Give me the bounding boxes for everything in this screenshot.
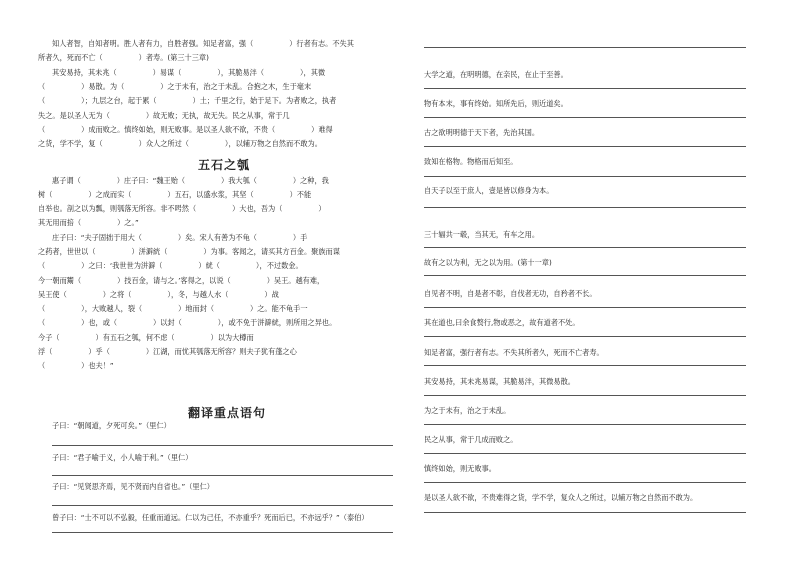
chapter64-line-1: 其安易持，其未兆（ ）易谋（ ），其脆易泮（ ），其微 bbox=[52, 68, 326, 77]
essay-line-8: 今一朝而鬻（ ）技百金，请与之。’客得之，以说（ ）吴王。越有难， bbox=[38, 276, 325, 285]
sentence-10: 知足者富，强行者有志。不失其所者久，死而不亡者寿。 bbox=[424, 348, 604, 357]
answer-line-r15[interactable] bbox=[424, 512, 746, 513]
answer-line-r6[interactable] bbox=[424, 247, 746, 248]
answer-line-r5[interactable] bbox=[424, 207, 746, 208]
essay-line-1: 惠子谓（ ）庄子曰：“魏王贻（ ）我大瓠（ ）之种，我 bbox=[52, 176, 329, 185]
sentence-15: 是以圣人欲不欲，不贵难得之货，学不学，复众人之所过，以辅万物之自然而不敢为。 bbox=[424, 493, 698, 502]
essay-line-3: 自举也。剖之以为瓢，则瓠落无所容。非不呺然（ ）大也，吾为（ ） bbox=[38, 204, 326, 213]
sentence-8: 自见者不明，自是者不彰，自伐者无功，自矜者不长。 bbox=[424, 289, 597, 298]
essay-line-9: 吴王使（ ）之将（ ），冬，与越人水（ ）战 bbox=[38, 290, 279, 299]
answer-line-r13[interactable] bbox=[424, 453, 746, 454]
answer-line-r10[interactable] bbox=[424, 365, 746, 366]
sentence-14: 慎终如始，则无败事。 bbox=[424, 464, 496, 473]
sentence-13: 民之从事，常于几成而败之。 bbox=[424, 435, 518, 444]
essay-line-14: （ ）也夫！” bbox=[38, 361, 114, 370]
answer-line-r7[interactable] bbox=[424, 275, 746, 276]
chapter64-line-5: （ ）成而败之。慎终如始，则无败事。是以圣人欲不欲，不贵（ ）难得 bbox=[38, 125, 333, 134]
answer-line-r4[interactable] bbox=[424, 176, 746, 177]
sentence-4: 致知在格物。物格而后知至。 bbox=[424, 157, 518, 166]
essay-line-11: （ ）也，或（ ）以封（ ），或不免于洴澼絖，则所用之异也。 bbox=[38, 318, 337, 327]
sentence-5: 自天子以至于庶人，壹是皆以修身为本。 bbox=[424, 186, 554, 195]
sentence-6: 三十辐共一毂，当其无，有车之用。 bbox=[424, 230, 540, 239]
answer-line-r14[interactable] bbox=[424, 482, 746, 483]
sentence-7: 故有之以为利，无之以为用。(第十一章) bbox=[424, 258, 552, 267]
essay-line-10: （ ），大败越人，裂（ ）地而封（ ）之。能不龟手一 bbox=[38, 304, 308, 313]
chapter64-line-2: （ ）易散。为（ ）之于未有，治之于未乱。合抱之木，生于毫末 bbox=[38, 82, 312, 91]
answer-line-r1[interactable] bbox=[424, 88, 746, 89]
answer-line-r11[interactable] bbox=[424, 395, 746, 396]
sentence-12: 为之于未有，治之于未乱。 bbox=[424, 406, 511, 415]
answer-line-2[interactable] bbox=[52, 475, 393, 476]
answer-line-top[interactable] bbox=[424, 47, 746, 48]
essay-line-2: 树（ ）之成而实（ ）五石，以盛水浆，其坚（ ）不能 bbox=[38, 190, 312, 199]
essay-line-7: （ ）之曰：‘我世世为洴澼（ ）絖（ ），不过数金。 bbox=[38, 261, 303, 270]
answer-line-r2[interactable] bbox=[424, 117, 746, 118]
sentence-2: 物有本末，事有终始。知所先后，则近道矣。 bbox=[424, 99, 568, 108]
answer-line-r8[interactable] bbox=[424, 307, 746, 308]
translate-item-3: 子曰：“见贤思齐焉，见不贤而内自省也。”（里仁） bbox=[52, 482, 214, 491]
translate-item-4: 曾子曰：“士不可以不弘毅，任重而道远。仁以为己任，不亦重乎？死而后已，不亦远乎？”（泰伯） bbox=[52, 513, 369, 522]
sentence-3: 古之欲明明德于天下者，先治其国。 bbox=[424, 128, 540, 137]
sentence-1: 大学之道，在明明德，在亲民，在止于至善。 bbox=[424, 70, 568, 79]
answer-line-3[interactable] bbox=[52, 505, 393, 506]
answer-line-1[interactable] bbox=[52, 445, 393, 446]
sentence-11: 其安易持，其未兆易谋，其脆易泮，其微易散。 bbox=[424, 377, 575, 386]
chapter64-line-3: （ ）；九层之台，起于累（ ）土；千里之行，始于足下。为者败之，执者 bbox=[38, 96, 337, 105]
translate-item-2: 子曰：“君子喻于义，小人喻于利。”（里仁） bbox=[52, 453, 193, 462]
answer-line-r12[interactable] bbox=[424, 424, 746, 425]
chapter33-line-1: 知人者智，自知者明。胜人者有力，自胜者强。知足者富，强（ ）行者有志。不失其 bbox=[52, 39, 354, 48]
chapter64-line-4: 失之。是以圣人无为（ ）故无败；无执，故无失。民之从事，常于几 bbox=[38, 111, 290, 120]
essay-line-5: 庄子曰：“夫子固拙于用大（ ）矣。宋人有善为不龟（ ）手 bbox=[52, 233, 308, 242]
answer-line-r9[interactable] bbox=[424, 336, 746, 337]
chapter33-line-2: 所者久，死而不亡（ ）者寿。(第三十三章) bbox=[38, 53, 209, 62]
translate-item-1: 子曰：“朝闻道，夕死可矣。”（里仁） bbox=[52, 421, 171, 430]
essay-line-12: 今子（ ）有五石之瓠，何不虑（ ）以为大樽而 bbox=[38, 333, 254, 342]
translate-title: 翻译重点语句 bbox=[188, 406, 267, 420]
essay-title: 五石之瓠 bbox=[198, 158, 251, 172]
essay-line-6: 之药者，世世以（ ）洴澼絖（ ）为事。客闻之，请买其方百金。聚族而谋 bbox=[38, 247, 340, 256]
essay-line-4: 其无用而掊（ ）之。” bbox=[38, 218, 139, 227]
answer-line-r3[interactable] bbox=[424, 146, 746, 147]
chapter64-line-6: 之货，学不学，复（ ）众人之所过（ ），以辅万物之自然而不敢为。 bbox=[38, 139, 322, 148]
sentence-9: 其在道也,曰余食赘行,物或恶之，故有道者不处。 bbox=[424, 318, 580, 327]
essay-line-13: 浮（ ）乎（ ）江湖，而忧其瓠落无所容？则夫子犹有蓬之心 bbox=[38, 347, 297, 356]
answer-line-4[interactable] bbox=[52, 532, 393, 533]
